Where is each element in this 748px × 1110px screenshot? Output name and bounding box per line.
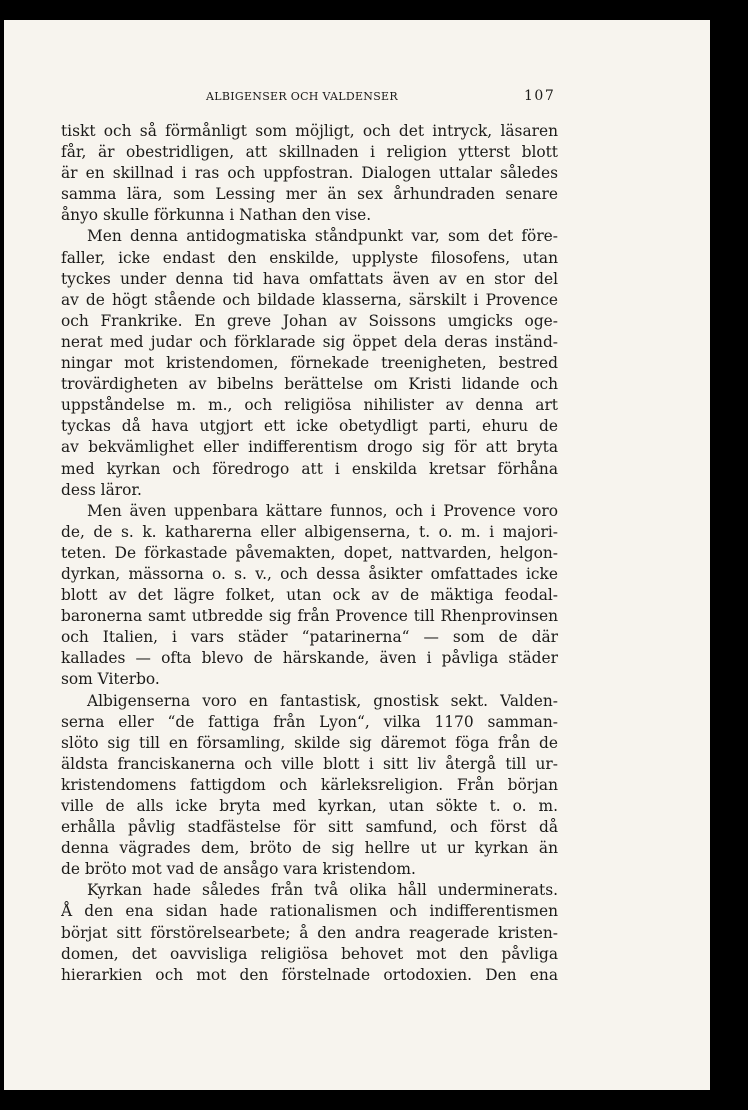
text-line: dess läror.: [61, 480, 142, 499]
text-line: trovärdigheten av bibelns berättelse om Kristi lidande och: [61, 375, 558, 394]
text-line: med kyrkan och föredrogo att i enskilda kretsar förhåna: [61, 459, 558, 478]
running-head: [4, 90, 710, 106]
text-line: av de högt stående och bildade klasserna, särskilt i Provence: [61, 290, 558, 309]
text-line: kristendomens fattigdom och kärleksreligion. Från början: [61, 775, 558, 794]
book-page: [4, 20, 710, 1090]
text-line: Men denna antidogmatiska ståndpunkt var, som det före-: [87, 227, 558, 246]
text-line: är en skillnad i ras och uppfostran. Dialogen uttalar således: [61, 164, 558, 183]
text-line: får, är obestridligen, att skillnaden i religion ytterst blott: [61, 143, 558, 162]
text-line: hierarkien och mot den förstelnade ortodoxien. Den ena: [61, 965, 558, 984]
text-line: tiskt och så förmånligt som möjligt, och det intryck, läsaren: [61, 122, 558, 140]
text-line: tyckas då hava utgjort ett icke obetydligt parti, ehuru de: [61, 417, 558, 436]
paragraph: [61, 691, 558, 881]
text-line: Men även uppenbara kättare funnos, och i Provence voro: [87, 501, 558, 520]
paragraph: [61, 121, 558, 226]
text-line: erhålla påvlig stadfästelse för sitt samfund, och först då: [61, 818, 558, 837]
text-line: börjat sitt förstörelsearbete; å den andra reagerade kristen-: [61, 923, 558, 942]
text-line: som Viterbo.: [61, 670, 160, 689]
text-line: och Frankrike. En greve Johan av Soissons umgicks oge-: [61, 311, 558, 330]
text-line: domen, det oavvisliga religiösa behovet mot den påvliga: [61, 944, 558, 963]
paragraph: [61, 880, 558, 985]
text-line: Å den ena sidan hade rationalismen och indifferentismen: [61, 902, 558, 921]
page-number: 107: [524, 88, 556, 104]
text-line: av bekvämlighet eller indifferentism drogo sig för att bryta: [61, 438, 558, 457]
text-line: tyckes under denna tid hava omfattats även av en stor del: [61, 269, 558, 288]
body-text: [61, 121, 558, 986]
text-line: ville de alls icke bryta med kyrkan, utan sökte t. o. m.: [61, 797, 558, 815]
text-line: Albigenserna voro en fantastisk, gnostisk sekt. Valden-: [87, 691, 558, 710]
text-line: äldsta franciskanerna och ville blott i sitt liv återgå till ur-: [61, 754, 558, 773]
text-line: de, de s. k. katharerna eller albigenserna, t. o. m. i majori-: [61, 522, 558, 541]
text-line: nerat med judar och förklarade sig öppet dela deras inständ-: [61, 332, 558, 351]
text-line: serna eller “de fattiga från Lyon“, vilka 1170 samman-: [61, 712, 558, 731]
text-line: teten. De förkastade påvemakten, dopet, nattvarden, helgon-: [61, 543, 558, 562]
text-line: samma lära, som Lessing mer än sex århundraden senare: [61, 185, 558, 204]
text-line: uppståndelse m. m., och religiösa nihilister av denna art: [61, 396, 558, 415]
paragraph: [61, 226, 558, 500]
text-line: de bröto mot vad de ansågo vara kristendom.: [61, 860, 416, 879]
text-line: baronerna samt utbredde sig från Provence till Rhenprovinsen: [61, 607, 558, 626]
text-line: faller, icke endast den enskilde, upplyste filosofens, utan: [61, 248, 558, 267]
running-title: ALBIGENSER OCH VALDENSER: [206, 90, 398, 103]
text-line: denna vägrades dem, bröto de sig hellre ut ur kyrkan än: [61, 839, 558, 858]
text-line: Kyrkan hade således från två olika håll underminerats.: [87, 881, 558, 900]
text-line: kallades — ofta blevo de härskande, även i påvliga städer: [61, 649, 558, 668]
text-line: slöto sig till en församling, skilde sig däremot föga från de: [61, 733, 558, 752]
text-line: ånyo skulle förkunna i Nathan den vise.: [61, 206, 372, 225]
paragraph: [61, 501, 558, 691]
text-line: blott av det lägre folket, utan ock av de mäktiga feodal-: [61, 586, 558, 605]
text-line: ningar mot kristendomen, förnekade treenigheten, bestred: [61, 354, 558, 373]
text-line: och Italien, i vars städer “patarinerna“ — som de där: [61, 628, 558, 647]
text-line: dyrkan, mässorna o. s. v., och dessa åsikter omfattades icke: [61, 564, 558, 583]
